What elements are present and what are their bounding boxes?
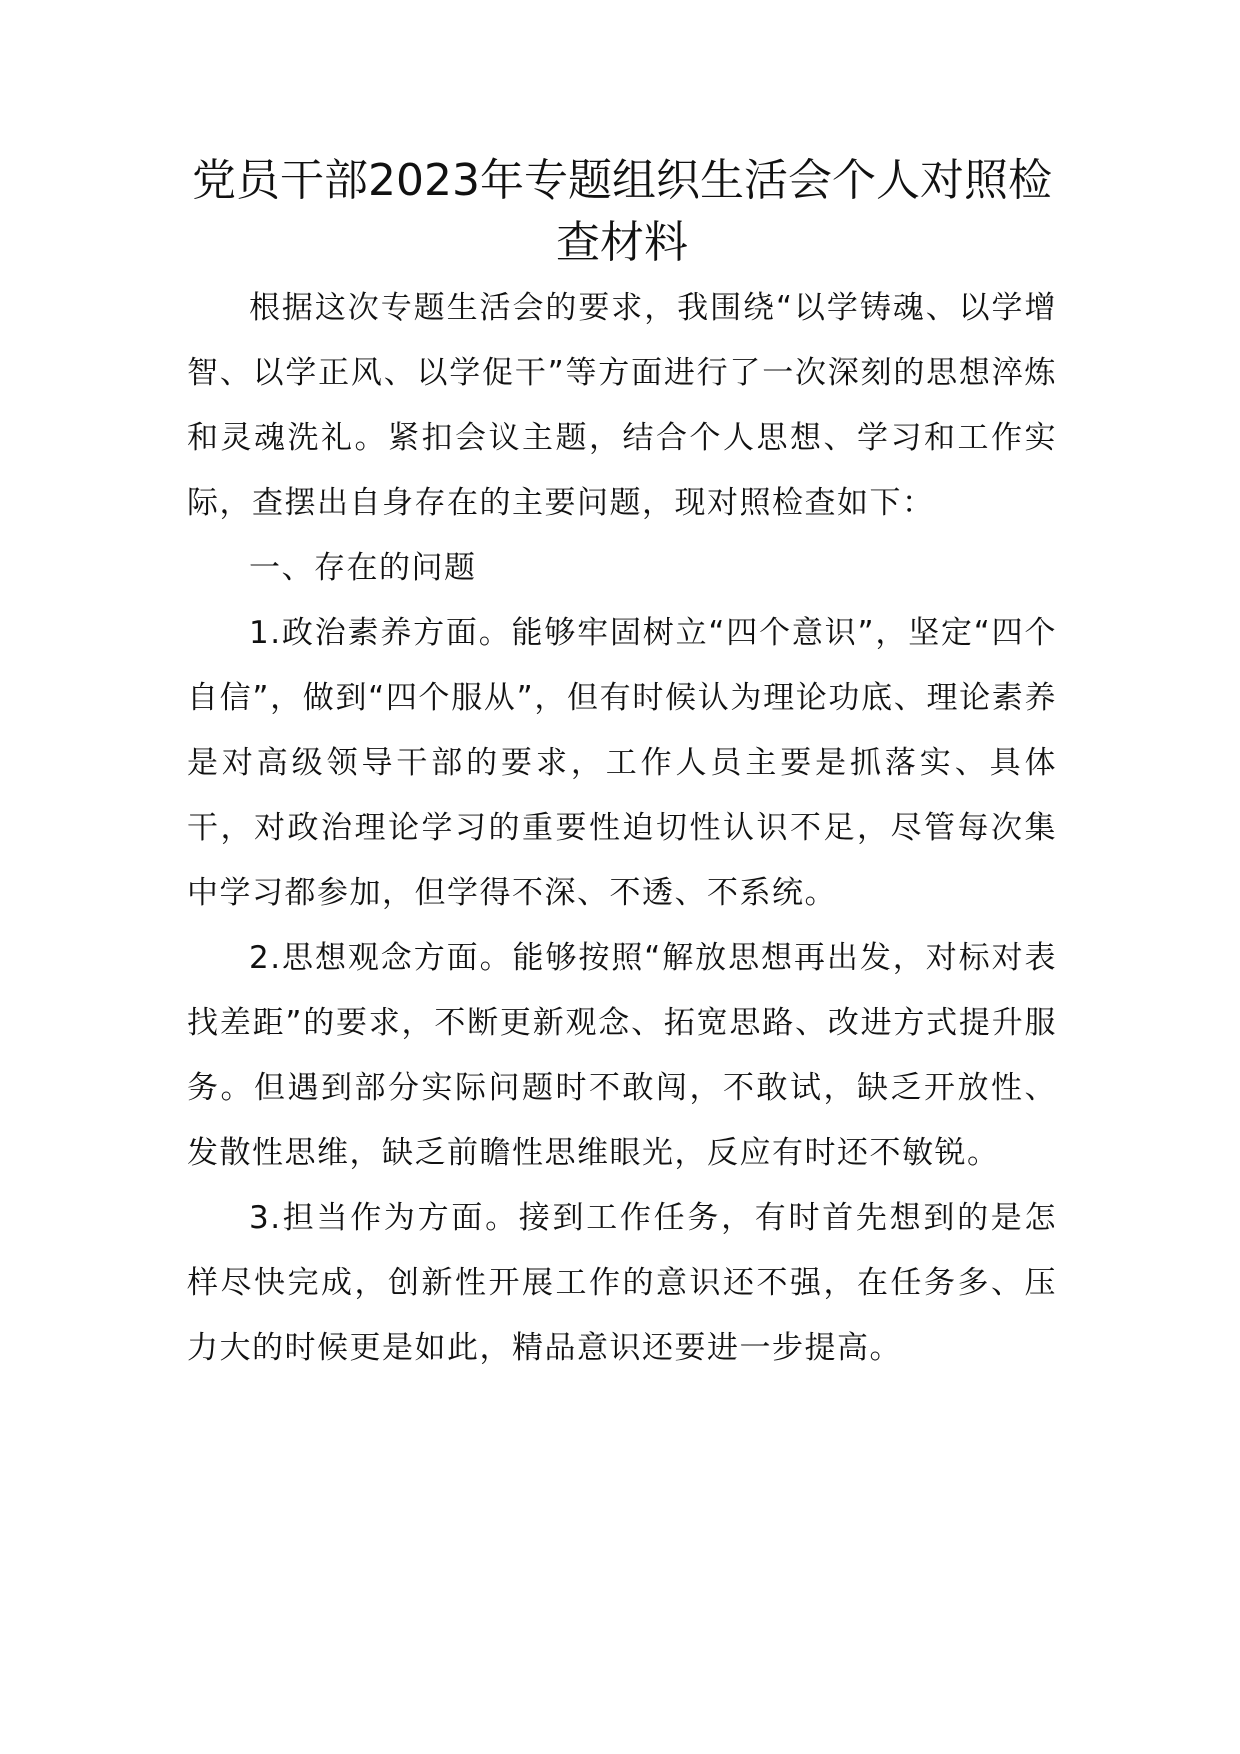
item-paragraph-1: 1.政治素养方面。能够牢固树立“四个意识”，坚定“四个自信”，做到“四个服从”，但有时候认为理论功底、理论素养是对高级领导干部的要求，工作人员主要是抓落实、具体干，对政治理论学习的重要性迫切性认识不足，尽管每次集中学习都参加，但学得不深、不透、不系统。	[187, 615, 1057, 911]
document-body	[187, 150, 1057, 1381]
document-title: 党员干部2023年专题组织生活会个人对照检查材料	[192, 155, 1052, 268]
document-content	[187, 276, 1057, 1381]
section-heading: 一、存在的问题	[249, 550, 477, 586]
item-paragraph-3: 3.担当作为方面。接到工作任务，有时首先想到的是怎样尽快完成，创新性开展工作的意识还不强，在任务多、压力大的时候更是如此，精品意识还要进一步提高。	[187, 1200, 1057, 1366]
item-paragraph-2: 2.思想观念方面。能够按照“解放思想再出发，对标对表找差距”的要求，不断更新观念、拓宽思路、改进方式提升服务。但遇到部分实际问题时不敢闯，不敢试，缺乏开放性、发散性思维，缺乏前瞻性思维眼光，反应有时还不敏锐。	[187, 940, 1057, 1171]
intro-paragraph: 根据这次专题生活会的要求，我围绕“以学铸魂、以学增智、以学正风、以学促干”等方面进行了一次深刻的思想淬炼和灵魂洗礼。紧扣会议主题，结合个人思想、学习和工作实际，查摆出自身存在的主要问题，现对照检查如下：	[187, 290, 1057, 521]
